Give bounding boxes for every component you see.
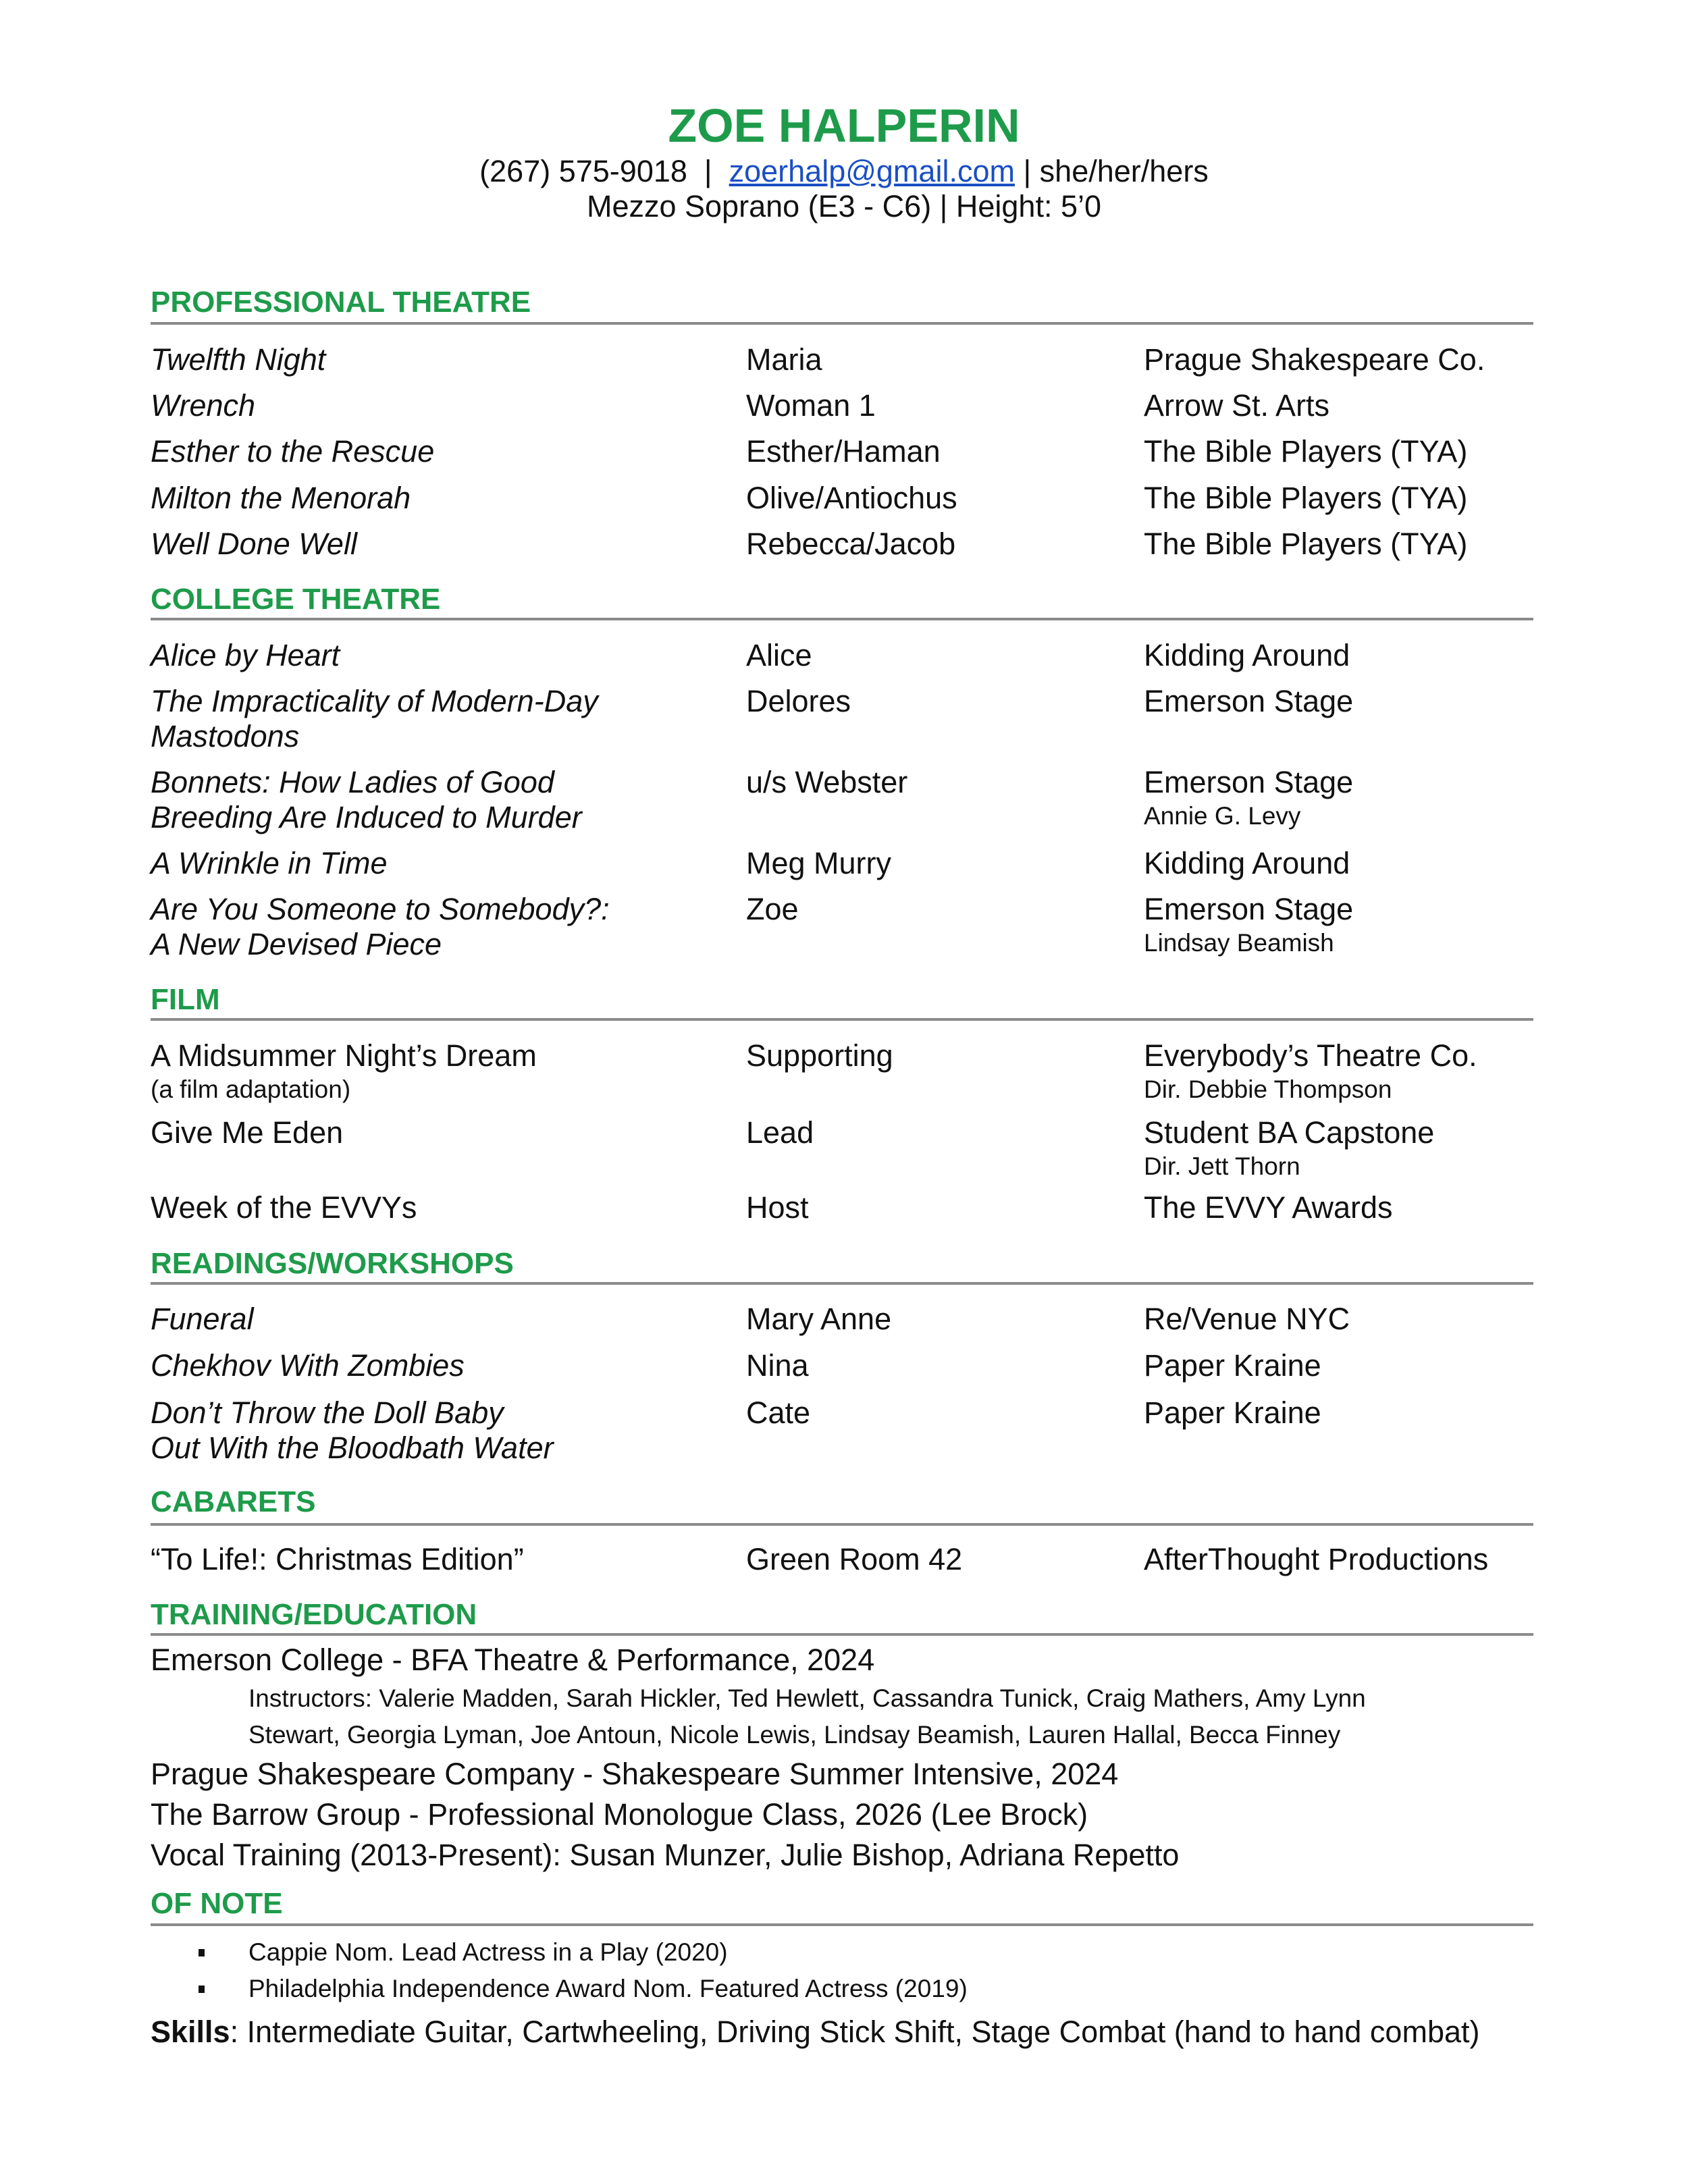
credit-company: The Bible Players (TYA) (1144, 434, 1468, 469)
credit-title: A Midsummer Night’s Dream (151, 1038, 537, 1073)
phone: (267) 575-9018 (479, 154, 687, 188)
credit-role: Green Room 42 (746, 1542, 963, 1576)
separator: | (1014, 154, 1040, 188)
training-barrow: The Barrow Group - Professional Monologue Class, 2026 (Lee Brock) (151, 1797, 1088, 1832)
credit-company: Paper Kraine (1144, 1348, 1321, 1383)
credit-company: Re/Venue NYC (1144, 1302, 1350, 1336)
credit-role: Maria (746, 342, 822, 377)
credit-title: The Impracticality of Modern-Day (151, 684, 598, 718)
credit-role: Delores (746, 684, 851, 718)
actor-name: ZOE HALPERIN (668, 99, 1020, 152)
credit-title: Well Done Well (151, 527, 357, 561)
credit-company: Paper Kraine (1144, 1395, 1321, 1430)
bullet-icon (199, 1986, 205, 1993)
credit-company: Emerson Stage (1144, 684, 1354, 718)
credit-title: Week of the EVVYs (151, 1190, 417, 1225)
credit-company: Prague Shakespeare Co. (1144, 342, 1485, 377)
credit-company: The Bible Players (TYA) (1144, 481, 1468, 515)
section-heading-training: TRAINING/EDUCATION (151, 1598, 477, 1631)
training-prague: Prague Shakespeare Company - Shakespeare Summer Intensive, 2024 (151, 1757, 1119, 1791)
credit-role: Olive/Antiochus (746, 481, 957, 515)
section-heading: PROFESSIONAL THEATRE (151, 286, 531, 319)
credit-title: Alice by Heart (151, 638, 340, 672)
skills-text: : Intermediate Guitar, Cartwheeling, Driving Stick Shift, Stage Combat (hand to hand combat) (230, 2015, 1480, 2049)
credit-role: Host (746, 1190, 809, 1225)
credit-title: Esther to the Rescue (151, 434, 435, 469)
credit-title: Funeral (151, 1302, 254, 1336)
credit-role: Lead (746, 1115, 814, 1150)
credit-title-cont: Mastodons (151, 719, 300, 753)
credit-title-cont: A New Devised Piece (151, 927, 442, 961)
section-heading: FILM (151, 983, 220, 1016)
credit-title: A Wrinkle in Time (151, 846, 388, 880)
credit-director: Annie G. Levy (1144, 802, 1301, 830)
credit-title: Give Me Eden (151, 1115, 344, 1150)
credit-title-cont: (a film adaptation) (151, 1075, 351, 1103)
credit-title-cont: Out With the Bloodbath Water (151, 1431, 554, 1465)
section-divider (151, 1282, 1533, 1285)
credit-role: Meg Murry (746, 846, 892, 880)
section-divider (151, 1923, 1533, 1926)
section-divider (151, 1633, 1533, 1636)
credit-company: Student BA Capstone (1144, 1115, 1435, 1150)
training-instructors-cont: Stewart, Georgia Lyman, Joe Antoun, Nicole Lewis, Lindsay Beamish, Lauren Hallal, Becca Finney (248, 1721, 1341, 1749)
pronouns: she/her/hers (1039, 154, 1209, 188)
credit-company: Everybody’s Theatre Co. (1144, 1038, 1477, 1073)
credit-company: AfterThought Productions (1144, 1542, 1489, 1576)
bullet-icon (199, 1949, 205, 1956)
email-link[interactable]: zoerhalp@gmail.com (729, 154, 1015, 188)
credit-company: Kidding Around (1144, 846, 1350, 880)
credit-title-cont: Breeding Are Induced to Murder (151, 800, 582, 834)
section-heading-of-note: OF NOTE (151, 1887, 283, 1920)
note-item: Philadelphia Independence Award Nom. Featured Actress (2019) (248, 1975, 968, 2002)
credit-company: The EVVY Awards (1144, 1190, 1393, 1225)
voice-height: Mezzo Soprano (E3 - C6) | Height: 5’0 (586, 189, 1102, 223)
section-divider (151, 1018, 1533, 1021)
contact-line (0, 154, 1688, 189)
credit-role: Rebecca/Jacob (746, 527, 956, 561)
skills-label: Skills (151, 2015, 230, 2049)
credit-title: Bonnets: How Ladies of Good (151, 765, 554, 799)
credit-company: Kidding Around (1144, 638, 1350, 672)
training-vocal: Vocal Training (2013-Present): Susan Munzer, Julie Bishop, Adriana Repetto (151, 1838, 1180, 1872)
credit-role: u/s Webster (746, 765, 908, 799)
credit-role: Alice (746, 638, 812, 672)
section-divider (151, 1523, 1533, 1526)
training-emerson: Emerson College - BFA Theatre & Performance, 2024 (151, 1643, 875, 1677)
credit-role: Woman 1 (746, 388, 876, 423)
credit-role: Mary Anne (746, 1302, 892, 1336)
section-heading: CABARETS (151, 1485, 316, 1518)
separator: | (687, 154, 729, 188)
section-heading: COLLEGE THEATRE (151, 583, 441, 616)
credit-title: Wrench (151, 388, 256, 423)
skills-line (151, 2015, 1480, 2050)
credit-title: Are You Someone to Somebody?: (151, 892, 610, 926)
credit-company: Arrow St. Arts (1144, 388, 1330, 423)
credit-role: Supporting (746, 1038, 893, 1073)
credit-company: Emerson Stage (1144, 765, 1354, 799)
credit-director: Lindsay Beamish (1144, 929, 1334, 957)
credit-director: Dir. Jett Thorn (1144, 1152, 1300, 1180)
section-divider (151, 322, 1533, 325)
section-divider (151, 618, 1533, 620)
credit-title: Don’t Throw the Doll Baby (151, 1395, 504, 1430)
note-item: Cappie Nom. Lead Actress in a Play (2020) (248, 1938, 728, 1966)
credit-title: Twelfth Night (151, 342, 326, 377)
credit-title: Milton the Menorah (151, 481, 411, 515)
credit-director: Dir. Debbie Thompson (1144, 1075, 1392, 1103)
credit-title: “To Life!: Christmas Edition” (151, 1542, 524, 1576)
section-heading: READINGS/WORKSHOPS (151, 1247, 514, 1280)
training-instructors: Instructors: Valerie Madden, Sarah Hickler, Ted Hewlett, Cassandra Tunick, Craig Mathers, Amy Lynn (248, 1684, 1366, 1712)
credit-title: Chekhov With Zombies (151, 1348, 465, 1383)
credit-role: Cate (746, 1395, 811, 1430)
credit-role: Esther/Haman (746, 434, 941, 469)
credit-company: Emerson Stage (1144, 892, 1354, 926)
credit-role: Zoe (746, 892, 799, 926)
credit-role: Nina (746, 1348, 809, 1383)
credit-company: The Bible Players (TYA) (1144, 527, 1468, 561)
